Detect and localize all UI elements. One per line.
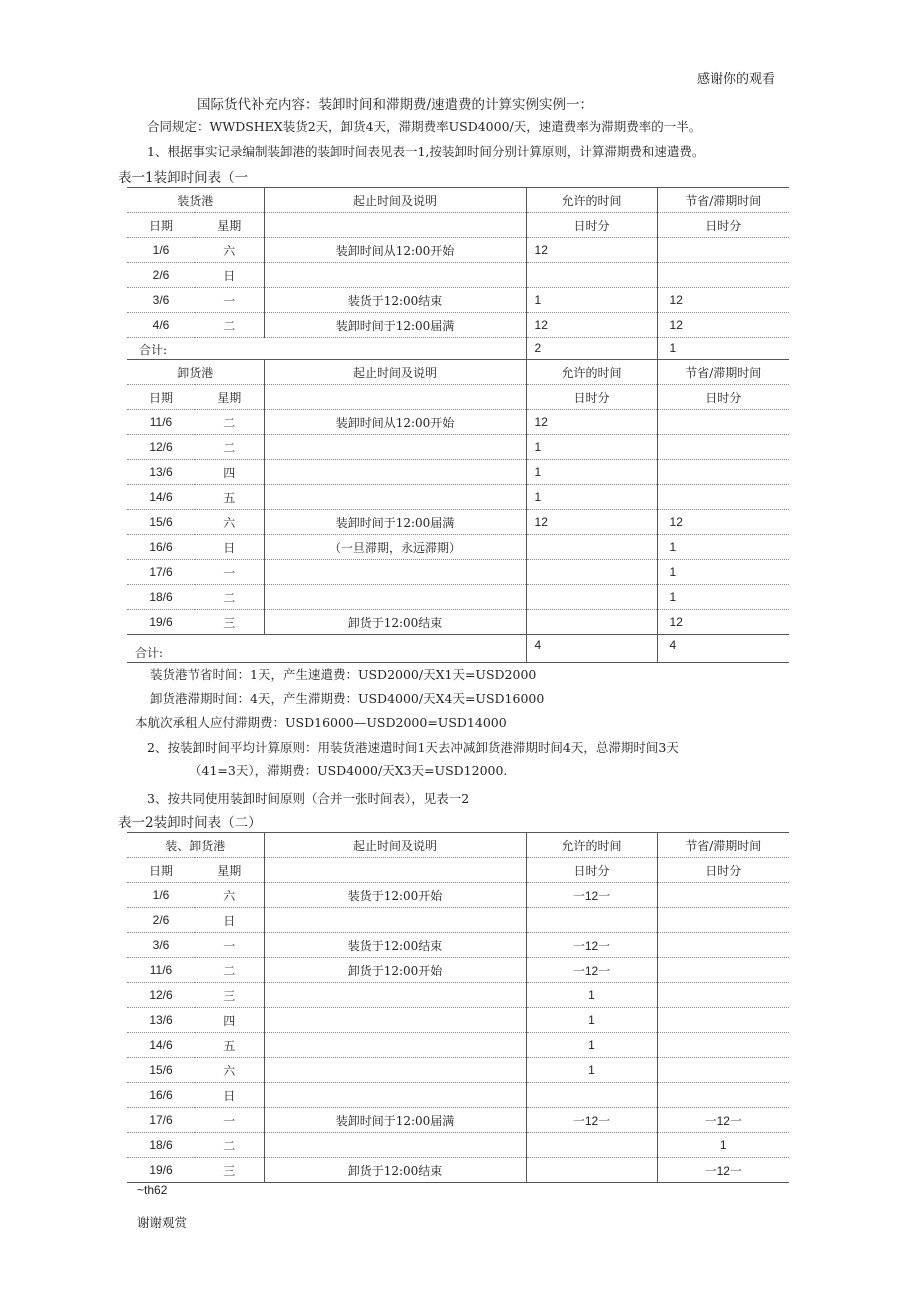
- page-title: 国际货代补充内容：装卸时间和滞期费/速遣费的计算实例实例一：: [197, 97, 594, 113]
- header-saved: 节省/滞期时间: [657, 833, 789, 858]
- row-date: 2/6: [127, 263, 195, 288]
- row-description: 卸货于12:00结束: [264, 1158, 526, 1183]
- row-allowed-time: 一12一: [526, 1108, 657, 1133]
- table-row: [127, 958, 789, 983]
- row-description: [264, 1083, 526, 1108]
- row-date: 18/6: [127, 1133, 195, 1158]
- row-description: [264, 1058, 526, 1083]
- header-date: 日期: [127, 858, 195, 883]
- row-allowed-time: 一12一: [526, 883, 657, 908]
- step-2-text: 2、按装卸时间平均计算原则：用装货港速遣时间1天去冲减卸货港滞期时间4天，总滞期时间3天: [147, 740, 679, 755]
- table-row: [127, 983, 789, 1008]
- row-description: [264, 585, 526, 610]
- row-allowed-time: 1: [526, 288, 657, 313]
- row-description: 装货于12:00结束: [264, 288, 526, 313]
- row-date: 17/6: [127, 560, 195, 585]
- row-description: [264, 460, 526, 485]
- row-allowed-time: 一12一: [526, 958, 657, 983]
- row-weekday: 二: [195, 435, 264, 460]
- table-row: [127, 238, 789, 263]
- row-weekday: 二: [195, 410, 264, 435]
- row-date: 11/6: [127, 958, 195, 983]
- row-weekday: 一: [195, 288, 264, 313]
- table-row: [127, 1008, 789, 1033]
- table-row: [127, 560, 789, 585]
- row-date: 3/6: [127, 288, 195, 313]
- row-saved-time: [657, 1058, 789, 1083]
- row-saved-time: [657, 460, 789, 485]
- row-allowed-time: 一12一: [526, 933, 657, 958]
- header-date: 日期: [127, 213, 195, 238]
- row-weekday: 五: [195, 485, 264, 510]
- row-saved-time: [657, 263, 789, 288]
- disch-total-allowed: 4: [526, 635, 657, 663]
- row-description: 装卸时间于12:00届满: [264, 313, 526, 338]
- header-weekday: 星期: [195, 858, 264, 883]
- header-unit: 日时分: [526, 213, 657, 238]
- row-allowed-time: 1: [526, 460, 657, 485]
- row-date: 13/6: [127, 1008, 195, 1033]
- header-unit: 日时分: [657, 385, 789, 410]
- row-saved-time: 1: [657, 535, 789, 560]
- disch-total-saved: 4: [657, 635, 789, 663]
- row-date: 15/6: [127, 510, 195, 535]
- row-description: [264, 983, 526, 1008]
- row-weekday: 二: [195, 585, 264, 610]
- table-row: [127, 883, 789, 908]
- calc-line-2: 卸货港滞期时间：4天，产生滞期费：USD4000/天X4天=USD16000: [150, 691, 545, 706]
- header-weekday: 星期: [195, 213, 264, 238]
- row-date: 1/6: [127, 238, 195, 263]
- row-allowed-time: [526, 908, 657, 933]
- table-row: [127, 933, 789, 958]
- header-allowed: 允许的时间: [526, 833, 657, 858]
- row-weekday: 日: [195, 1083, 264, 1108]
- row-description: （一旦滞期，永远滞期）: [264, 535, 526, 560]
- row-saved-time: [657, 1083, 789, 1108]
- table-row: [127, 1158, 789, 1183]
- row-saved-time: [657, 908, 789, 933]
- row-allowed-time: [526, 610, 657, 635]
- table-row: [127, 535, 789, 560]
- row-description: 装卸时间于12:00届满: [264, 510, 526, 535]
- header-note: 感谢你的观看: [697, 72, 776, 87]
- row-weekday: 日: [195, 908, 264, 933]
- row-weekday: 三: [195, 983, 264, 1008]
- header-allowed: 允许的时间: [526, 360, 657, 385]
- row-weekday: 六: [195, 1058, 264, 1083]
- table-1-caption: 表一1装卸时间表（一: [118, 170, 249, 186]
- row-weekday: 四: [195, 460, 264, 485]
- table-row: [127, 1108, 789, 1133]
- row-date: 3/6: [127, 933, 195, 958]
- row-description: 装货于12:00开始: [264, 883, 526, 908]
- row-saved-time: 1: [657, 585, 789, 610]
- row-date: 16/6: [127, 535, 195, 560]
- load-total-label: 合计:: [127, 338, 526, 360]
- row-description: [264, 435, 526, 460]
- step-3-text: 3、按共同使用装卸时间原则（合并一张时间表），见表一2: [147, 791, 470, 806]
- header-desc: 起止时间及说明: [264, 188, 526, 213]
- row-saved-time: [657, 435, 789, 460]
- laytime-table-1: [127, 187, 789, 663]
- calc-line-3: 本航次承租人应付滞期费：USD16000—USD2000=USD14000: [135, 715, 507, 730]
- row-weekday: 一: [195, 933, 264, 958]
- header-port: 装、卸货港: [127, 833, 264, 858]
- row-date: 17/6: [127, 1108, 195, 1133]
- row-allowed-time: 1: [526, 485, 657, 510]
- row-description: 卸货于12:00结束: [264, 610, 526, 635]
- header-unit: 日时分: [657, 213, 789, 238]
- row-allowed-time: [526, 535, 657, 560]
- row-saved-time: [657, 1008, 789, 1033]
- row-weekday: 六: [195, 238, 264, 263]
- row-weekday: 一: [195, 1108, 264, 1133]
- step-1-text: 1、根据事实记录编制装卸港的装卸时间表见表一1,按装卸时间分别计算原则，计算滞期费和速遣费。: [147, 144, 705, 159]
- row-description: [264, 485, 526, 510]
- row-date: 4/6: [127, 313, 195, 338]
- table-row: [127, 410, 789, 435]
- row-allowed-time: 1: [526, 983, 657, 1008]
- row-saved-time: [657, 410, 789, 435]
- header-unit: 日时分: [526, 858, 657, 883]
- row-allowed-time: [526, 1083, 657, 1108]
- row-description: 装卸时间于12:00届满: [264, 1108, 526, 1133]
- row-allowed-time: 12: [526, 510, 657, 535]
- footer-note: 谢谢观赏: [137, 1215, 188, 1230]
- row-date: 15/6: [127, 1058, 195, 1083]
- row-saved-time: [657, 485, 789, 510]
- header-allowed: 允许的时间: [526, 188, 657, 213]
- row-saved-time: 12: [657, 288, 789, 313]
- table-row: [127, 585, 789, 610]
- row-allowed-time: 12: [526, 410, 657, 435]
- row-weekday: 二: [195, 1133, 264, 1158]
- row-saved-time: 一12一: [657, 1158, 789, 1183]
- row-weekday: 三: [195, 1158, 264, 1183]
- table-row: [127, 460, 789, 485]
- row-saved-time: [657, 238, 789, 263]
- row-allowed-time: [526, 1158, 657, 1183]
- row-date: 11/6: [127, 410, 195, 435]
- row-weekday: 三: [195, 610, 264, 635]
- row-weekday: 日: [195, 263, 264, 288]
- row-weekday: 六: [195, 510, 264, 535]
- table-row: [127, 288, 789, 313]
- row-allowed-time: 1: [526, 1058, 657, 1083]
- row-date: 12/6: [127, 983, 195, 1008]
- row-allowed-time: 1: [526, 1033, 657, 1058]
- contract-terms: 合同规定：WWDSHEX装货2天，卸货4天，滞期费率USD4000/天，速遣费率为滞期费率的一半。: [147, 119, 702, 134]
- table-row: [127, 313, 789, 338]
- row-weekday: 一: [195, 560, 264, 585]
- row-date: 13/6: [127, 460, 195, 485]
- row-description: [264, 1133, 526, 1158]
- disch-total-label: 合计:: [127, 635, 526, 663]
- load-total-allowed: 2: [526, 338, 657, 360]
- calc-line-1: 装货港节省时间：1天，产生速遣费：USD2000/天X1天=USD2000: [150, 667, 537, 682]
- row-saved-time: [657, 958, 789, 983]
- row-date: 2/6: [127, 908, 195, 933]
- row-description: [264, 1008, 526, 1033]
- row-weekday: 二: [195, 313, 264, 338]
- row-saved-time: 1: [657, 1133, 789, 1158]
- row-saved-time: [657, 983, 789, 1008]
- header-desc: 起止时间及说明: [264, 360, 526, 385]
- row-saved-time: 12: [657, 313, 789, 338]
- row-date: 19/6: [127, 1158, 195, 1183]
- row-allowed-time: [526, 585, 657, 610]
- table-row: [127, 435, 789, 460]
- row-saved-time: [657, 933, 789, 958]
- table-row: [127, 485, 789, 510]
- row-saved-time: 12: [657, 610, 789, 635]
- row-description: [264, 560, 526, 585]
- table-row: [127, 510, 789, 535]
- row-allowed-time: [526, 263, 657, 288]
- load-total-saved: 1: [657, 338, 789, 360]
- row-description: [264, 263, 526, 288]
- row-saved-time: 1: [657, 560, 789, 585]
- table-2-caption: 表一2装卸时间表（二）: [118, 815, 262, 831]
- row-date: 12/6: [127, 435, 195, 460]
- row-date: 19/6: [127, 610, 195, 635]
- row-weekday: 二: [195, 958, 264, 983]
- header-saved: 节省/滞期时间: [657, 360, 789, 385]
- header-load-port: 装货港: [127, 188, 264, 213]
- row-saved-time: 一12一: [657, 1108, 789, 1133]
- row-saved-time: 12: [657, 510, 789, 535]
- footer-code: ~th62: [137, 1183, 168, 1197]
- table-row: [127, 1083, 789, 1108]
- row-allowed-time: 12: [526, 238, 657, 263]
- row-allowed-time: [526, 1133, 657, 1158]
- row-date: 18/6: [127, 585, 195, 610]
- row-description: [264, 1033, 526, 1058]
- table-row: [127, 1133, 789, 1158]
- step-2-continued: （41=3天），滞期费：USD4000/天X3天=USD12000.: [189, 763, 508, 778]
- row-allowed-time: [526, 560, 657, 585]
- header-unit: 日时分: [526, 385, 657, 410]
- table-row: [127, 610, 789, 635]
- row-date: 16/6: [127, 1083, 195, 1108]
- row-date: 1/6: [127, 883, 195, 908]
- header-weekday: 星期: [195, 385, 264, 410]
- header-saved: 节省/滞期时间: [657, 188, 789, 213]
- row-weekday: 四: [195, 1008, 264, 1033]
- table-row: [127, 1033, 789, 1058]
- table-row: [127, 1058, 789, 1083]
- laytime-table-2: [127, 832, 789, 1183]
- header-unit: 日时分: [657, 858, 789, 883]
- row-date: 14/6: [127, 1033, 195, 1058]
- header-disch-port: 卸货港: [127, 360, 264, 385]
- row-description: 装卸时间从12:00开始: [264, 238, 526, 263]
- row-date: 14/6: [127, 485, 195, 510]
- row-description: 装货于12:00结束: [264, 933, 526, 958]
- table-row: [127, 908, 789, 933]
- row-weekday: 六: [195, 883, 264, 908]
- row-weekday: 五: [195, 1033, 264, 1058]
- header-desc: 起止时间及说明: [264, 833, 526, 858]
- header-date: 日期: [127, 385, 195, 410]
- row-description: 装卸时间从12:00开始: [264, 410, 526, 435]
- row-description: [264, 908, 526, 933]
- row-saved-time: [657, 1033, 789, 1058]
- row-saved-time: [657, 883, 789, 908]
- row-weekday: 日: [195, 535, 264, 560]
- row-allowed-time: 1: [526, 1008, 657, 1033]
- row-allowed-time: 1: [526, 435, 657, 460]
- row-description: 卸货于12:00开始: [264, 958, 526, 983]
- table-row: [127, 263, 789, 288]
- row-allowed-time: 12: [526, 313, 657, 338]
